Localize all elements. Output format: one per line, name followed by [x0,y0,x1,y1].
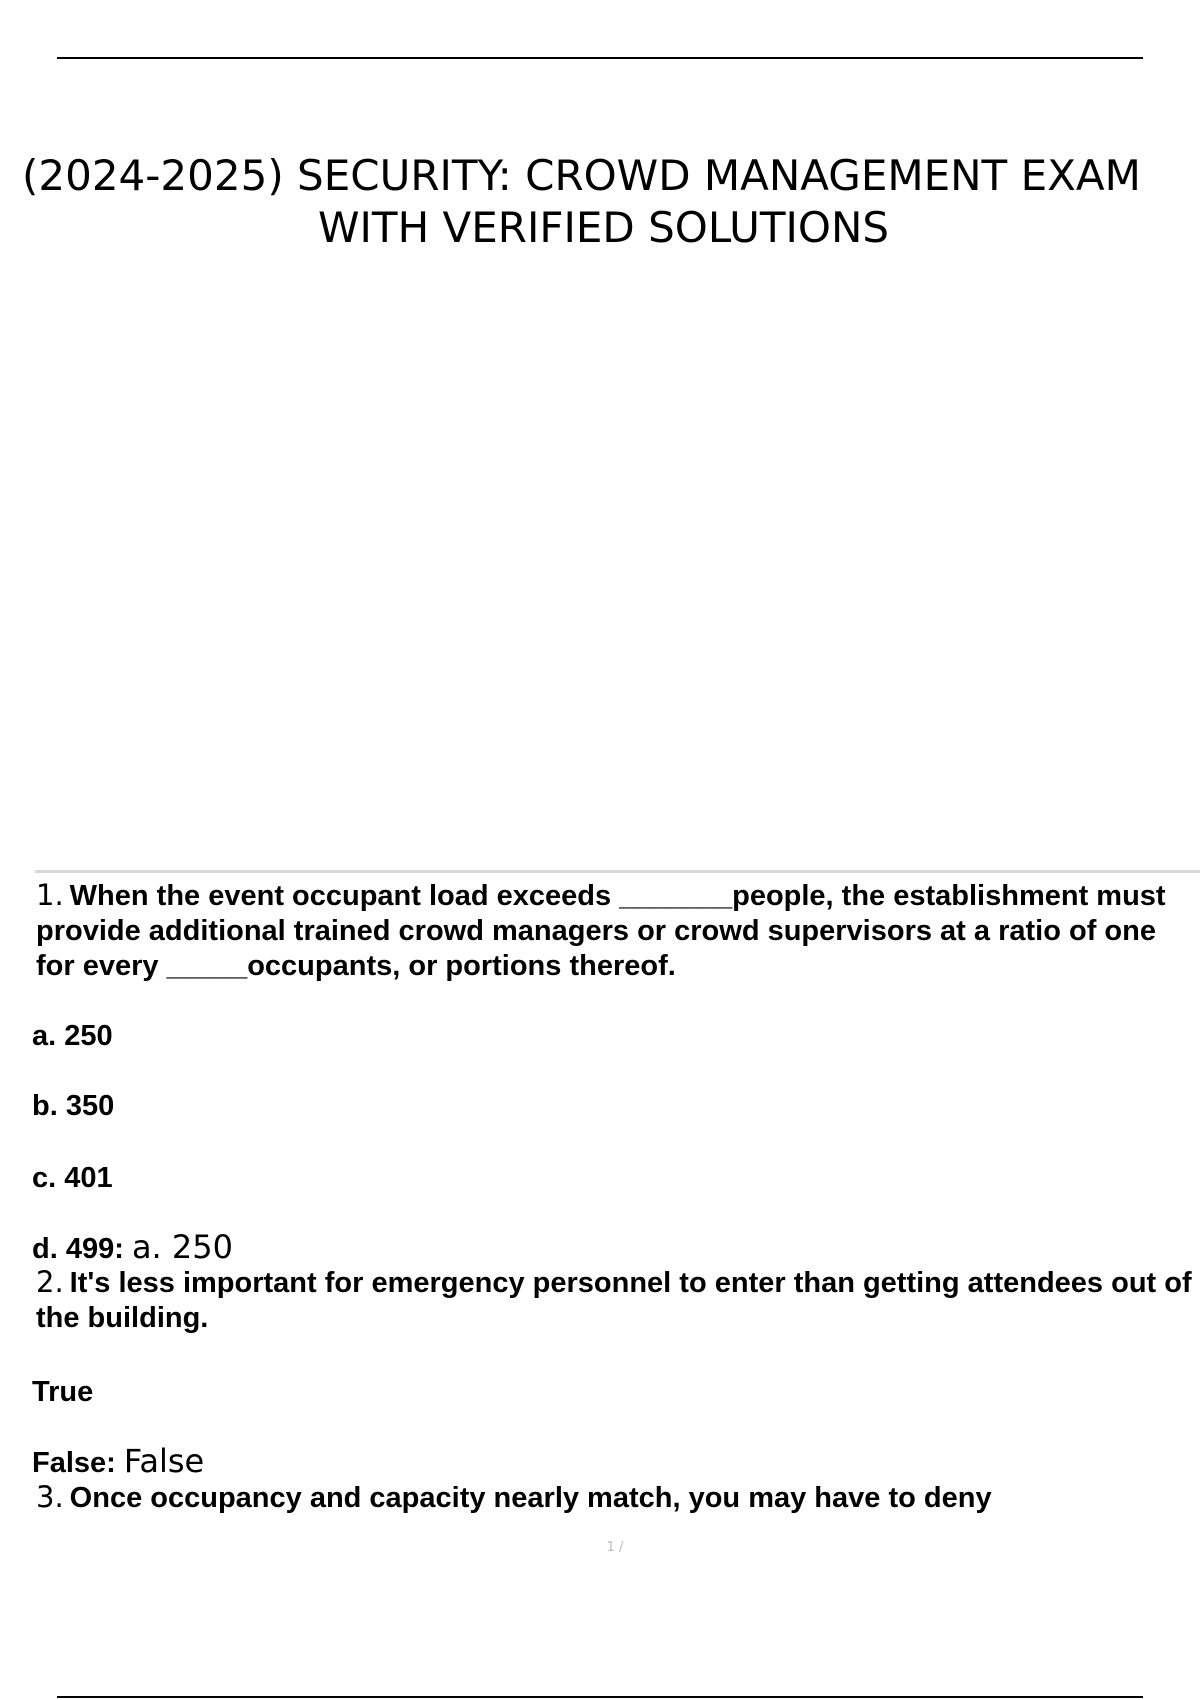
question-1-option-c: c. 401 [32,1162,113,1194]
question-separator [35,870,1200,873]
question-3-number: 3. [36,1480,64,1514]
page-number: 1 / [606,1540,624,1555]
question-2-text: It's less important for emergency personnel to enter than getting attendees out of the building. [36,1267,1192,1334]
question-2-option-true: True [32,1376,94,1408]
top-rule [57,57,1143,59]
question-3-text: Once occupancy and capacity nearly match, you may have to deny [69,1482,992,1514]
question-2 [36,1265,1196,1336]
title-line-2: WITH VERIFIED SOLUTIONS [318,203,890,252]
question-2-answer: False [123,1442,205,1480]
question-1-option-a: a. 250 [32,1020,113,1052]
question-2-option-false-answer [32,1444,204,1480]
document-title [22,150,1200,254]
question-2-option-false: False: [32,1447,116,1479]
question-1-text: When the event occupant load exceeds _______people, the establishment must provide additional trained crowd managers or crowd supervisors at a ratio of one for every _____occupants, or portions thereof. [36,880,1166,982]
title-line-1: (2024-2025) SECURITY: CROWD MANAGEMENT EXAM [22,151,1141,200]
question-1-number: 1. [36,878,64,912]
question-2-number: 2. [36,1265,64,1299]
bottom-rule [57,1696,1143,1698]
question-1-option-b: b. 350 [32,1090,115,1122]
question-1-option-d: d. 499: [32,1233,124,1265]
question-3 [36,1480,1196,1516]
question-1-answer: a. 250 [131,1228,233,1266]
question-1-option-d-answer [32,1230,233,1266]
question-1 [36,878,1196,984]
